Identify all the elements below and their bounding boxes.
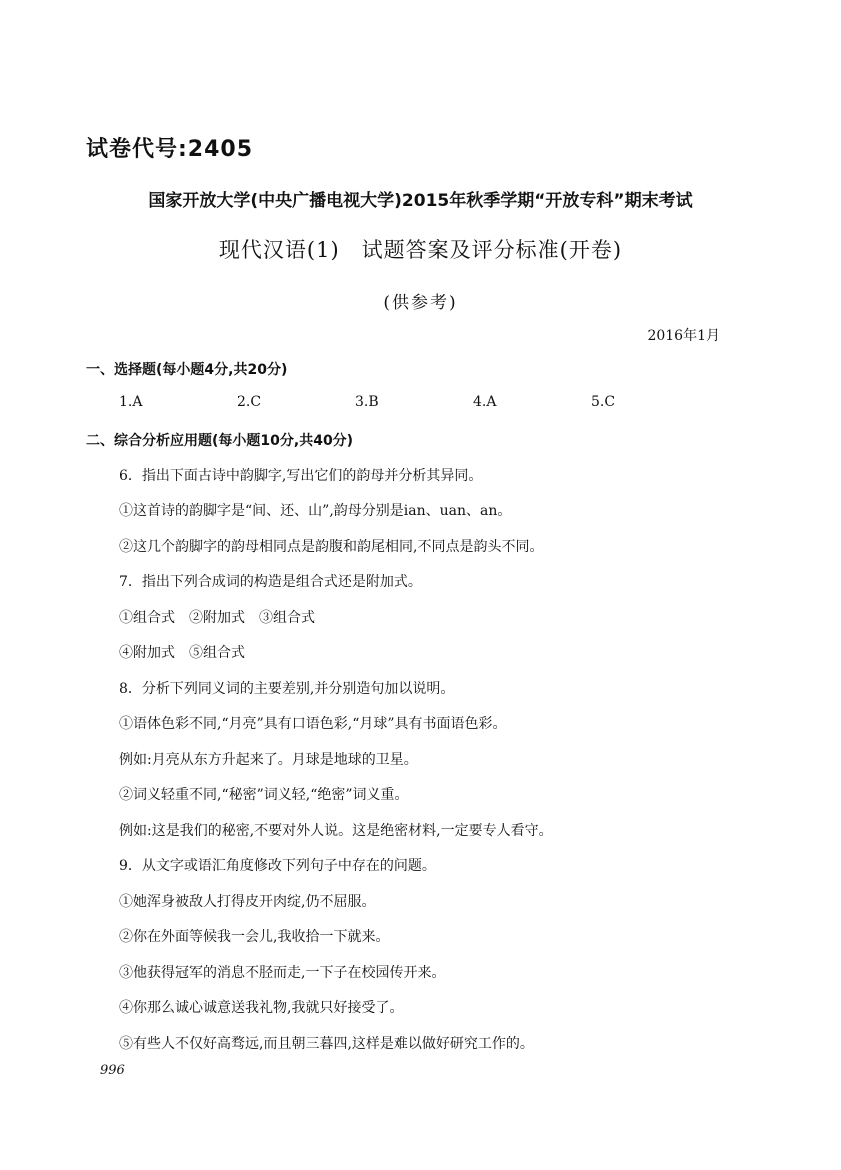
q8-prompt: 8．分析下列同义词的主要差别,并分别造句加以说明。: [119, 681, 455, 697]
page-number: 996: [100, 1063, 125, 1078]
choice-answer-2: 2.C: [237, 394, 262, 410]
choice-answer-3: 3.B: [355, 394, 379, 410]
paper-code: 试卷代号:2405: [86, 137, 254, 162]
exam-title: 国家开放大学(中央广播电视大学)2015年秋季学期“开放专科”期末考试: [148, 191, 693, 211]
q6-answer-1: ①这首诗的韵脚字是“间、还、山”,韵母分别是ian、uan、an。: [119, 503, 512, 519]
q8-example-2: 例如:这是我们的秘密,不要对外人说。这是绝密材料,一定要专人看守。: [119, 823, 553, 839]
q7-answer-2: ④附加式 ⑤组合式: [119, 645, 245, 661]
q6-answer-2: ②这几个韵脚字的韵母相同点是韵腹和韵尾相同,不同点是韵头不同。: [119, 539, 544, 555]
page-title: 现代汉语(1) 试题答案及评分标准(开卷): [218, 238, 623, 262]
exam-date: 2016年1月: [647, 328, 720, 344]
q7-answer-1: ①组合式 ②附加式 ③组合式: [119, 610, 315, 626]
section2-heading: 二、综合分析应用题(每小题10分,共40分): [86, 433, 354, 449]
reference-note: (供参考): [383, 293, 458, 313]
q9-answer-1: ①她浑身被敌人打得皮开肉绽,仍不屈服。: [119, 894, 376, 910]
q9-answer-5: ⑤有些人不仅好高骛远,而且朝三暮四,这样是难以做好研究工作的。: [119, 1036, 534, 1052]
q8-answer-2: ②词义轻重不同,“秘密”词义轻,“绝密”词义重。: [119, 787, 409, 803]
q9-answer-4: ④你那么诚心诚意送我礼物,我就只好接受了。: [119, 1000, 404, 1016]
q9-answer-3: ③他获得冠军的消息不胫而走,一下子在校园传开来。: [119, 965, 446, 981]
q7-prompt: 7．指出下列合成词的构造是组合式还是附加式。: [119, 574, 422, 590]
q8-example-1: 例如:月亮从东方升起来了。月球是地球的卫星。: [119, 752, 418, 768]
choice-answer-5: 5.C: [591, 394, 616, 410]
section1-heading: 一、选择题(每小题4分,共20分): [86, 362, 288, 378]
choice-answer-4: 4.A: [473, 394, 497, 410]
choice-answers-row: [119, 394, 679, 414]
q9-answer-2: ②你在外面等候我一会儿,我收拾一下就来。: [119, 929, 390, 945]
choice-answer-1: 1.A: [119, 394, 143, 410]
q6-prompt: 6．指出下面古诗中韵脚字,写出它们的韵母并分析其异同。: [119, 468, 483, 484]
q8-answer-1: ①语体色彩不同,“月亮”具有口语色彩,“月球”具有书面语色彩。: [119, 716, 507, 732]
q9-prompt: 9．从文字或语汇角度修改下列句子中存在的问题。: [119, 858, 436, 874]
